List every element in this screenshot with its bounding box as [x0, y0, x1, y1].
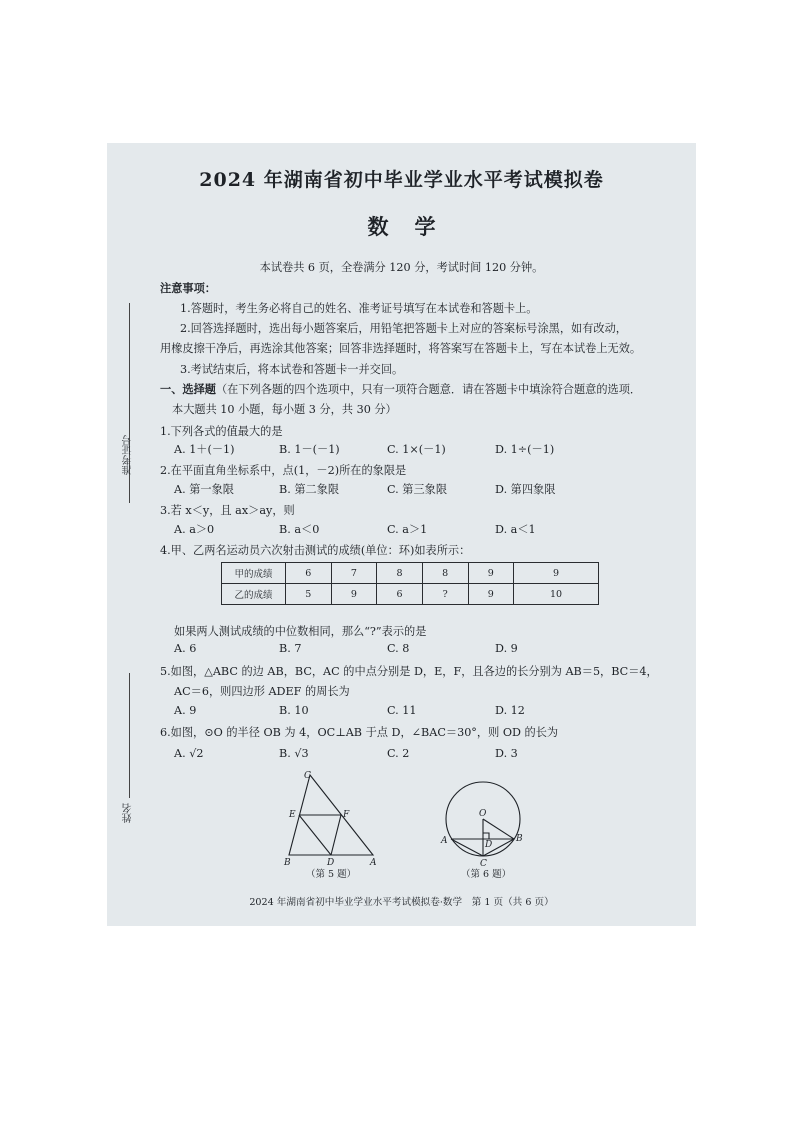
- q3-option-b: B. a＜0: [279, 523, 320, 536]
- q3-option-d: D. a＜1: [495, 523, 536, 536]
- q5-option-d: D. 12: [495, 704, 525, 717]
- q5-option-a: A. 9: [174, 704, 197, 717]
- table-row: [222, 563, 599, 584]
- q3-option-a: A. a＞0: [174, 523, 215, 536]
- table-cell: 7: [331, 563, 377, 584]
- label-b: B: [284, 858, 291, 867]
- label-b: B: [516, 834, 523, 844]
- table-cell: 9: [331, 584, 377, 605]
- segment-ed: [299, 815, 331, 855]
- table-row: [222, 584, 599, 605]
- table-cell: 6: [286, 563, 332, 584]
- q4-stem: 4.甲、乙两名运动员六次射击测试的成绩(单位：环)如表所示：: [160, 544, 471, 557]
- table-cell: 9: [468, 584, 514, 605]
- q1-option-c: C. 1×(－1): [387, 443, 446, 456]
- q1-option-d: D. 1÷(－1): [495, 443, 555, 456]
- score-table: [221, 562, 599, 605]
- q6-stem: 6.如图，⊙O 的半径 OB 为 4，OC⊥AB 于点 D，∠BAC＝30°，则 OD 的长为: [160, 726, 559, 739]
- section1-header: [160, 381, 641, 397]
- notes-heading: 注意事项：: [160, 281, 216, 295]
- q5-option-b: B. 10: [279, 704, 309, 717]
- q4-option-b: B. 7: [279, 642, 302, 655]
- exam-title: 2024 年湖南省初中毕业学业水平考试模拟卷: [199, 169, 604, 191]
- table-cell: 5: [286, 584, 332, 605]
- label-f: F: [343, 810, 350, 820]
- q3-stem: 3.若 x＜y，且 ax＞ay，则: [160, 504, 295, 517]
- q6-option-d: D. 3: [495, 747, 518, 760]
- page-footer: 2024 年湖南省初中毕业学业水平考试模拟卷·数学 第 1 页（共 6 页）: [249, 897, 554, 908]
- note-item-2: 2.回答选择题时，选出每小题答案后，用铅笔把答题卡上对应的答案标号涂黑，如有改动，: [180, 322, 627, 335]
- label-d: D: [327, 858, 335, 867]
- segment-fd: [331, 815, 341, 855]
- table-cell: 9: [514, 563, 599, 584]
- q5-stem-cont: AC＝6，则四边形 ADEF 的周长为: [174, 685, 350, 698]
- q2-option-a: A. 第一象限: [174, 483, 234, 496]
- q6-option-a: A. √2: [174, 747, 204, 760]
- table-cell: 10: [514, 584, 599, 605]
- note-item-1: 1.答题时，考生务必将自己的姓名、准考证号填写在本试卷和答题卡上。: [180, 302, 538, 315]
- table-cell: 9: [468, 563, 514, 584]
- figure-5-caption: （第 5 题）: [306, 869, 357, 880]
- segment-ob: [483, 819, 514, 839]
- q6-option-b: B. √3: [279, 747, 309, 760]
- subject-title: 数学: [367, 214, 462, 239]
- figure-6-circle: [439, 777, 529, 869]
- table-cell: 8: [377, 563, 423, 584]
- q4-option-a: A. 6: [174, 642, 197, 655]
- label-o: O: [479, 809, 487, 819]
- exam-info: 本试卷共 6 页，全卷满分 120 分，考试时间 120 分钟。: [259, 261, 544, 274]
- q6-option-c: C. 2: [387, 747, 410, 760]
- section1-desc2: 本大题共 10 小题，每小题 3 分，共 30 分）: [172, 403, 397, 416]
- name-line: [129, 673, 130, 798]
- note-item-3: 3.考试结束后，将本试卷和答题卡一并交回。: [180, 363, 404, 376]
- q4-option-c: C. 8: [387, 642, 410, 655]
- name-label: 姓名: [123, 803, 134, 823]
- section1-heading: 一、选择题: [160, 382, 216, 396]
- q1-stem: 1.下列各式的值最大的是: [160, 425, 283, 438]
- note-item-2-cont: 用橡皮擦干净后，再选涂其他答案；回答非选择题时，将答案写在答题卡上，写在本试卷上无效。: [160, 342, 642, 355]
- q2-option-c: C. 第三象限: [387, 483, 448, 496]
- q2-option-d: D. 第四象限: [495, 483, 556, 496]
- q4-option-d: D. 9: [495, 642, 518, 655]
- section1-desc: （在下列各题的四个选项中，只有一项符合题意．请在答题卡中填涂符合题意的选项．: [215, 383, 642, 396]
- exam-id-label: 准考证号: [123, 435, 134, 475]
- q4-followup: 如果两人测试成绩的中位数相同，那么“?”表示的是: [174, 625, 427, 638]
- label-a: A: [370, 858, 377, 867]
- label-c: C: [304, 771, 311, 781]
- q5-option-c: C. 11: [387, 704, 417, 717]
- segment-ac: [451, 839, 483, 856]
- label-c: C: [480, 859, 487, 869]
- q3-option-c: C. a＞1: [387, 523, 428, 536]
- q1-option-b: B. 1－(－1): [279, 443, 340, 456]
- figure-6-caption: （第 6 题）: [461, 869, 512, 880]
- label-a: A: [441, 836, 448, 846]
- exam-sheet: [107, 143, 696, 926]
- label-e: E: [289, 810, 296, 820]
- label-d: D: [485, 840, 493, 850]
- table-cell: 8: [422, 563, 468, 584]
- table-cell: ?: [422, 584, 468, 605]
- q1-option-a: A. 1＋(－1): [174, 443, 235, 456]
- q5-stem: 5.如图，△ABC 的边 AB，BC，AC 的中点分别是 D，E，F，且各边的长分别为 AB＝5，BC＝4，: [160, 665, 658, 678]
- right-angle-mark: [483, 833, 489, 839]
- q2-stem: 2.在平面直角坐标系中，点(1，－2)所在的象限是: [160, 464, 407, 477]
- table-cell: 乙的成绩: [222, 584, 286, 605]
- q2-option-b: B. 第二象限: [279, 483, 340, 496]
- figure-5-triangle: [277, 771, 387, 867]
- table-cell: 6: [377, 584, 423, 605]
- table-cell: 甲的成绩: [222, 563, 286, 584]
